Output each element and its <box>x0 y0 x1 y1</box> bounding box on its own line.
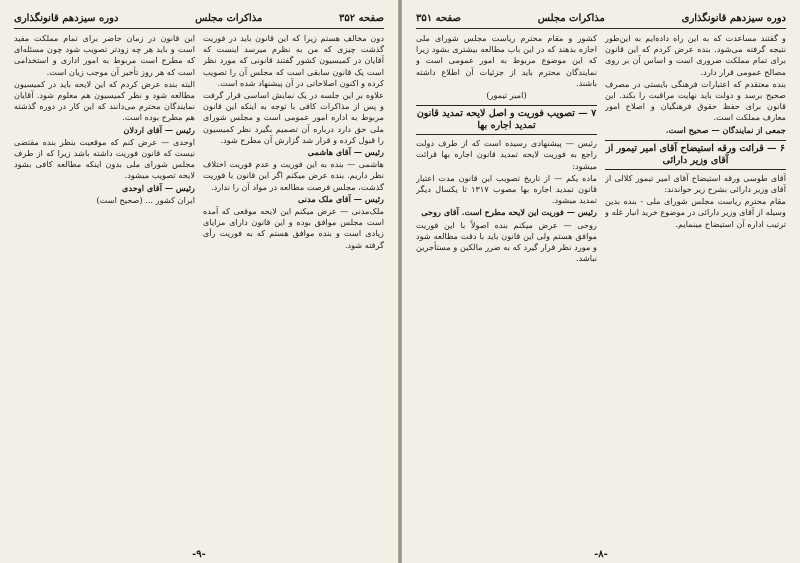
left-page-right-column <box>203 33 384 533</box>
left-page-left-column <box>14 33 195 533</box>
speaker-line: رئیس — آقای هاشمی <box>307 147 384 158</box>
speaker-line: رئیس — آقای اردلان <box>123 124 195 135</box>
right-page-left-column <box>416 33 597 533</box>
right-page-session: دوره سیزدهم قانونگذاری <box>681 12 786 24</box>
left-page <box>0 0 398 563</box>
paragraph: مقام محترم ریاست مجلس شورای ملی - بنده بدین وسیله از آقای وزیر دارائی در موضوع خرید انبار غله و ترتیب اداره آن استیضاح مینمایم. <box>605 196 786 229</box>
paragraph: دون مخالف هستم زیرا که این قانون باید در فوریت گذشت چیزی که من به نظرم میرسد اینست که آقایان در کمیسیون کشور گفتند قانونی که مورد نظر است یک قانون سابقی است که مجلس آن را تصویب کرده و اکنون اصلاحاتی در آن پیشنهاد شده است. <box>203 33 384 88</box>
right-page-title: مذاکرات مجلس <box>537 12 605 24</box>
right-page-header <box>416 10 786 29</box>
right-page-number: صفحه ۳۵۱ <box>416 12 461 24</box>
left-page-columns <box>14 33 384 533</box>
speaker-line: رئیس — آقای ملک مدنی <box>297 193 384 204</box>
left-page-session: دوره سیزدهم قانونگذاری <box>14 12 119 24</box>
left-page-number: صفحه ۳۵۲ <box>339 12 384 24</box>
section-title-rent-law: ۷ — تصویب فوریت و اصل لایحه تمدید قانون تمدید اجاره بها <box>416 105 597 135</box>
speaker-line: جمعی از نمایندگان — صحیح است. <box>665 124 786 135</box>
paragraph: ماده یکم — از تاریخ تصویب این قانون مدت اعتبار قانون تمدید اجاره بها مصوب ۱۳۱۷ تا یکسال دیگر تمدید میشود. <box>416 172 597 206</box>
right-page-columns <box>416 33 786 533</box>
section-title-interpellation: ۶ — قرائت ورقه استیضاح آقای امیر تیمور از آقای وزیر دارائی <box>605 140 786 170</box>
paragraph: ایران کشور ... (صحیح است) <box>96 194 195 205</box>
paragraph: روحی — عرض میکنم بنده اصولاً با این فوریت موافق هستم ولی این قانون باید با دقت مطالعه شود و مورد نظر قرار گیرد که به ضرر مالکین و مستأجرین نباشد. <box>416 219 597 264</box>
paragraph: و گفتند مساعدت که به این راه داده‌ایم به این‌طور نتیجه گرفته می‌شود. بنده عرض کردم که این قانون برای تمام مملکت ضروری است و اساس آن بر روی مصالح عمومی قرار دارد. <box>605 33 786 77</box>
speaker-line: رئیس — فوریت این لایحه مطرح است. آقای روحی <box>421 207 597 218</box>
speaker-line: رئیس — آقای اوحدی <box>122 182 195 193</box>
paragraph: این قانون در زمان حاضر برای تمام مملکت مفید است و باید هر چه زودتر تصویب شود چون مسئله‌ای که مطرح است مربوط به امور اداری و استخدامی است که هر روز تأخیر آن موجب زیان است. <box>14 33 195 77</box>
right-page-footer: -۸- <box>594 549 608 560</box>
paragraph: هاشمی — بنده به این فوریت و عدم فوریت اختلاف نظر داریم. بنده عرض میکنم اگر این قانون با فوریت گذشت، مجلس فرصت مطالعه در مواد آن را ندارد. <box>203 159 384 192</box>
signature-note: (امیر تیمور) <box>486 90 527 101</box>
paragraph: بنده معتقدم که اعتبارات فرهنگی بایستی در مصرف صحیح برسد و دولت باید نهایت مراقبت را بکند. این قانون برای حفظ حقوق فرهنگیان و اصلاح امور معارف مملکت است. <box>605 78 786 123</box>
paragraph: علاوه بر این جلسه در یک نمایش اساسی قرار گرفت و پس از مذاکرات کافی با توجه به اینکه این قانون مربوط به اداره امور عمومی است و مجلس شورای ملی حق دارد درباره آن تصمیم بگیرد نظر کمیسیون را قبول کرده و قرار شد گزارش آن مطرح شود. <box>203 90 384 145</box>
paragraph: کشور و مقام محترم ریاست مجلس شورای ملی اجازه بدهند که در این باب مطالعه بیشتری بشود زیرا که این موضوع مربوط به امور عمومی است و نمایندگان محترم باید از جزئیات آن اطلاع داشته باشند. <box>416 33 597 88</box>
paragraph: ملک‌مدنی — عرض میکنم این لایحه موقعی که آمده است مجلس موافق بوده و این قانون دارای مزایای زیادی است و بنده موافق هستم که به فوریت رأی گرفته شود. <box>203 206 384 250</box>
right-page-right-column <box>605 33 786 533</box>
right-page <box>402 0 800 563</box>
paragraph: البته بنده عرض کردم که این لایحه باید در کمیسیون مطالعه شود و نظر کمیسیون هم معلوم شود. آقایان نمایندگان محترم می‌دانند که این کار در دوره گذشته هم مطرح بوده است. <box>14 78 195 123</box>
paragraph: رئیس — پیشنهادی رسیده است که از طرف دولت راجع به فوریت لایحه تمدید قانون اجاره بها قرائت میشود: <box>416 138 597 171</box>
paragraph: آقای طوسی ورقه استیضاح آقای امیر تیمور کلالی از آقای وزیر دارائی بشرح زیر خواندند: <box>605 172 786 195</box>
left-page-header <box>14 10 384 29</box>
paragraph: اوحدی — عرض کنم که موقعیت بنظر بنده مقتضی نیست که قانون فوریت داشته باشد زیرا که از طرف مجلس شورای ملی بدون اینکه مطالعه کافی بشود لایحه تصویب میشود. <box>14 136 195 181</box>
left-page-title: مذاکرات مجلس <box>195 12 263 24</box>
left-page-footer: -۹- <box>192 549 206 560</box>
